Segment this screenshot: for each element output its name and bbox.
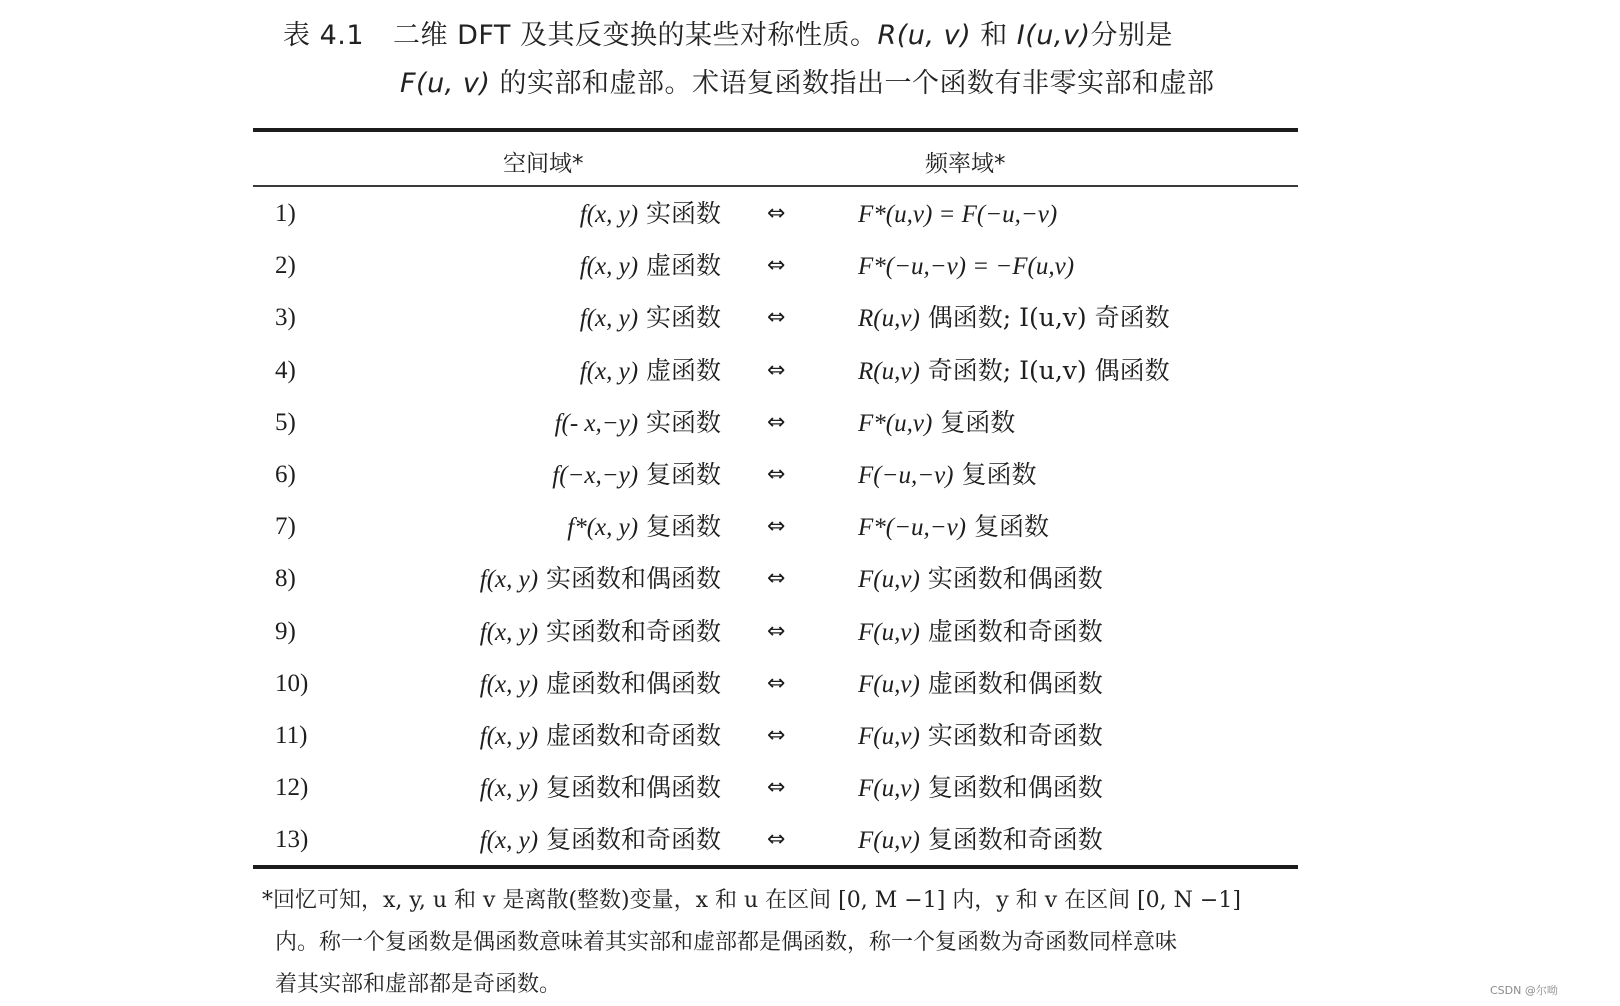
spatial-math: f(x, y) (479, 618, 539, 646)
row-number: 4) (275, 356, 296, 384)
caption-r-symbol: R(u, v) (877, 20, 972, 51)
row-number: 3) (275, 304, 296, 332)
spatial-description: 虚函数和奇函数 (538, 721, 721, 750)
spatial-expression (552, 449, 721, 502)
frequency-expression (858, 553, 1103, 606)
frequency-expression (858, 658, 1103, 711)
frequency-expression (858, 606, 1103, 659)
spatial-description: 虚函数 (638, 251, 721, 281)
caption-tail: 分别是 (1090, 20, 1173, 51)
table-label: 表 4.1 (283, 20, 365, 51)
header-frequency-domain: 频率域* (925, 151, 1006, 177)
footnote-line-3: 着其实部和虚部都是奇函数。 (275, 972, 562, 997)
spatial-expression (567, 501, 721, 554)
row-number: 7) (275, 513, 296, 541)
equivalence-arrow-icon: ⇔ (767, 462, 786, 487)
spatial-description: 复函数和奇函数 (538, 825, 721, 855)
spatial-math: f(x, y) (479, 827, 539, 855)
frequency-math: F(u,v) (858, 827, 920, 855)
table-row (253, 292, 1298, 344)
spatial-expression (480, 606, 721, 659)
frequency-description: 虚函数和奇函数 (919, 616, 1103, 646)
frequency-description: 虚函数和偶函数 (919, 668, 1103, 698)
table-row (253, 501, 1298, 553)
spatial-expression (580, 188, 721, 241)
spatial-math: f(−x,−y) (552, 462, 639, 489)
table-row (253, 814, 1298, 866)
spatial-description: 虚函数 (638, 355, 721, 385)
table-row (253, 606, 1298, 658)
spatial-math: f(x, y) (579, 357, 639, 385)
table-footnote (262, 880, 1312, 1006)
caption-title: 二维 DFT 及其反变换的某些对称性质。 (393, 20, 878, 51)
table-row (253, 553, 1298, 605)
row-number: 12) (275, 774, 309, 802)
frequency-math: F*(u,v) = F(−u,−v) (858, 201, 1058, 228)
equivalence-arrow-icon: ⇔ (767, 827, 786, 853)
spatial-description: 复函数 (638, 460, 721, 489)
frequency-expression (858, 240, 1074, 293)
table-row (253, 762, 1298, 814)
frequency-expression (858, 501, 1049, 554)
frequency-description: 实函数和偶函数 (919, 564, 1103, 594)
frequency-expression (858, 345, 1170, 398)
table-row (253, 658, 1298, 710)
row-number: 10) (275, 669, 309, 697)
spatial-math: f(x, y) (479, 566, 539, 594)
caption-f-symbol: F(u, v) (400, 68, 491, 99)
frequency-description: 复函数和奇函数 (919, 825, 1103, 855)
frequency-expression (858, 449, 1036, 502)
header-spatial-domain: 空间域* (503, 151, 584, 177)
equivalence-arrow-icon: ⇔ (767, 566, 786, 592)
spatial-expression (480, 814, 721, 867)
equivalence-arrow-icon: ⇔ (767, 253, 786, 279)
footnote-line-2: 内。称一个复函数是偶函数意味着其实部和虚部都是偶函数，称一个复函数为奇函数同样意味 (275, 930, 1178, 955)
frequency-math: F(u,v) (858, 618, 920, 646)
equivalence-arrow-icon: ⇔ (767, 618, 786, 644)
row-number: 13) (275, 826, 309, 854)
frequency-description: 偶函数; I(u,v) 奇函数 (919, 303, 1170, 333)
frequency-math: R(u,v) (858, 305, 920, 333)
row-number: 2) (275, 252, 296, 280)
table-row (253, 397, 1298, 449)
frequency-description: 复函数 (953, 460, 1037, 489)
spatial-description: 实函数和奇函数 (538, 616, 721, 646)
table-row (253, 449, 1298, 501)
equivalence-arrow-icon: ⇔ (767, 305, 786, 331)
spatial-math: f(- x,−y) (554, 409, 639, 437)
watermark: CSDN @尔呦 (1490, 984, 1558, 997)
row-number: 5) (275, 408, 296, 436)
equivalence-arrow-icon: ⇔ (767, 409, 786, 435)
caption-line-2 (283, 60, 1283, 108)
row-number: 11) (275, 722, 308, 749)
spatial-description: 虚函数和偶函数 (538, 668, 721, 698)
frequency-math: F(u,v) (858, 775, 920, 803)
spatial-description: 实函数和偶函数 (538, 564, 721, 594)
frequency-math: F*(−u,−v) (858, 514, 967, 542)
table-row (253, 240, 1298, 292)
spatial-description: 实函数 (638, 199, 721, 228)
footnote-line-1: *回忆可知，x, y, u 和 v 是离散(整数)变量，x 和 u 在区间 [0, M −1] 内，y 和 v 在区间 [0, N −1] (262, 888, 1241, 913)
spatial-description: 复函数和偶函数 (538, 773, 721, 803)
caption-and: 和 (971, 20, 1017, 51)
frequency-expression (858, 762, 1103, 815)
spatial-expression (580, 292, 721, 345)
spatial-description: 实函数 (638, 303, 721, 333)
row-number: 9) (275, 617, 296, 645)
frequency-description: 复函数 (932, 407, 1016, 437)
spatial-expression (480, 762, 721, 815)
caption-line2-text: 的实部和虚部。术语复函数指出一个函数有非零实部和虚部 (490, 68, 1215, 99)
row-number: 6) (275, 461, 296, 488)
spatial-math: f(x, y) (579, 201, 639, 228)
spatial-expression (480, 710, 721, 763)
frequency-math: F(u,v) (858, 566, 920, 594)
spatial-math: f(x, y) (479, 723, 539, 750)
equivalence-arrow-icon: ⇔ (767, 201, 786, 226)
table-row (253, 345, 1298, 397)
row-number: 8) (275, 565, 296, 593)
spatial-math: f(x, y) (579, 305, 639, 333)
table-caption (283, 12, 1283, 108)
caption-line-1 (283, 12, 1283, 60)
frequency-description: 实函数和奇函数 (919, 721, 1103, 750)
frequency-math: F(u,v) (858, 723, 920, 750)
spatial-description: 复函数 (638, 512, 721, 542)
equivalence-arrow-icon: ⇔ (767, 775, 786, 801)
frequency-expression (858, 710, 1103, 763)
frequency-description: 复函数 (966, 512, 1049, 542)
frequency-math: F*(−u,−v) = −F(u,v) (858, 253, 1075, 281)
spatial-math: f*(x, y) (567, 514, 639, 542)
frequency-expression (858, 814, 1103, 867)
spatial-expression (555, 397, 721, 450)
equivalence-arrow-icon: ⇔ (767, 514, 786, 540)
table-top-rule (253, 128, 1298, 132)
table-row (253, 710, 1298, 762)
frequency-expression (858, 292, 1170, 345)
row-number: 1) (275, 200, 296, 227)
spatial-description: 实函数 (638, 407, 721, 437)
spatial-expression (580, 240, 721, 293)
table-header-rule (253, 185, 1298, 187)
spatial-math: f(x, y) (579, 253, 639, 281)
table-bottom-rule (253, 865, 1298, 869)
spatial-math: f(x, y) (479, 775, 539, 803)
spatial-expression (480, 658, 721, 711)
frequency-expression (858, 188, 1057, 241)
frequency-math: R(u,v) (858, 357, 920, 385)
frequency-expression (858, 397, 1015, 450)
table-row (253, 188, 1298, 240)
frequency-math: F*(u,v) (858, 409, 933, 437)
spatial-expression (480, 553, 721, 606)
spatial-math: f(x, y) (479, 670, 539, 698)
spatial-expression (580, 345, 721, 398)
equivalence-arrow-icon: ⇔ (767, 670, 786, 696)
frequency-description: 复函数和偶函数 (919, 773, 1103, 803)
frequency-math: F(−u,−v) (858, 462, 954, 489)
frequency-description: 奇函数; I(u,v) 偶函数 (919, 355, 1170, 385)
frequency-math: F(u,v) (858, 670, 920, 698)
equivalence-arrow-icon: ⇔ (767, 357, 786, 383)
equivalence-arrow-icon: ⇔ (767, 723, 786, 748)
caption-i-symbol: I(u,v) (1016, 20, 1091, 51)
